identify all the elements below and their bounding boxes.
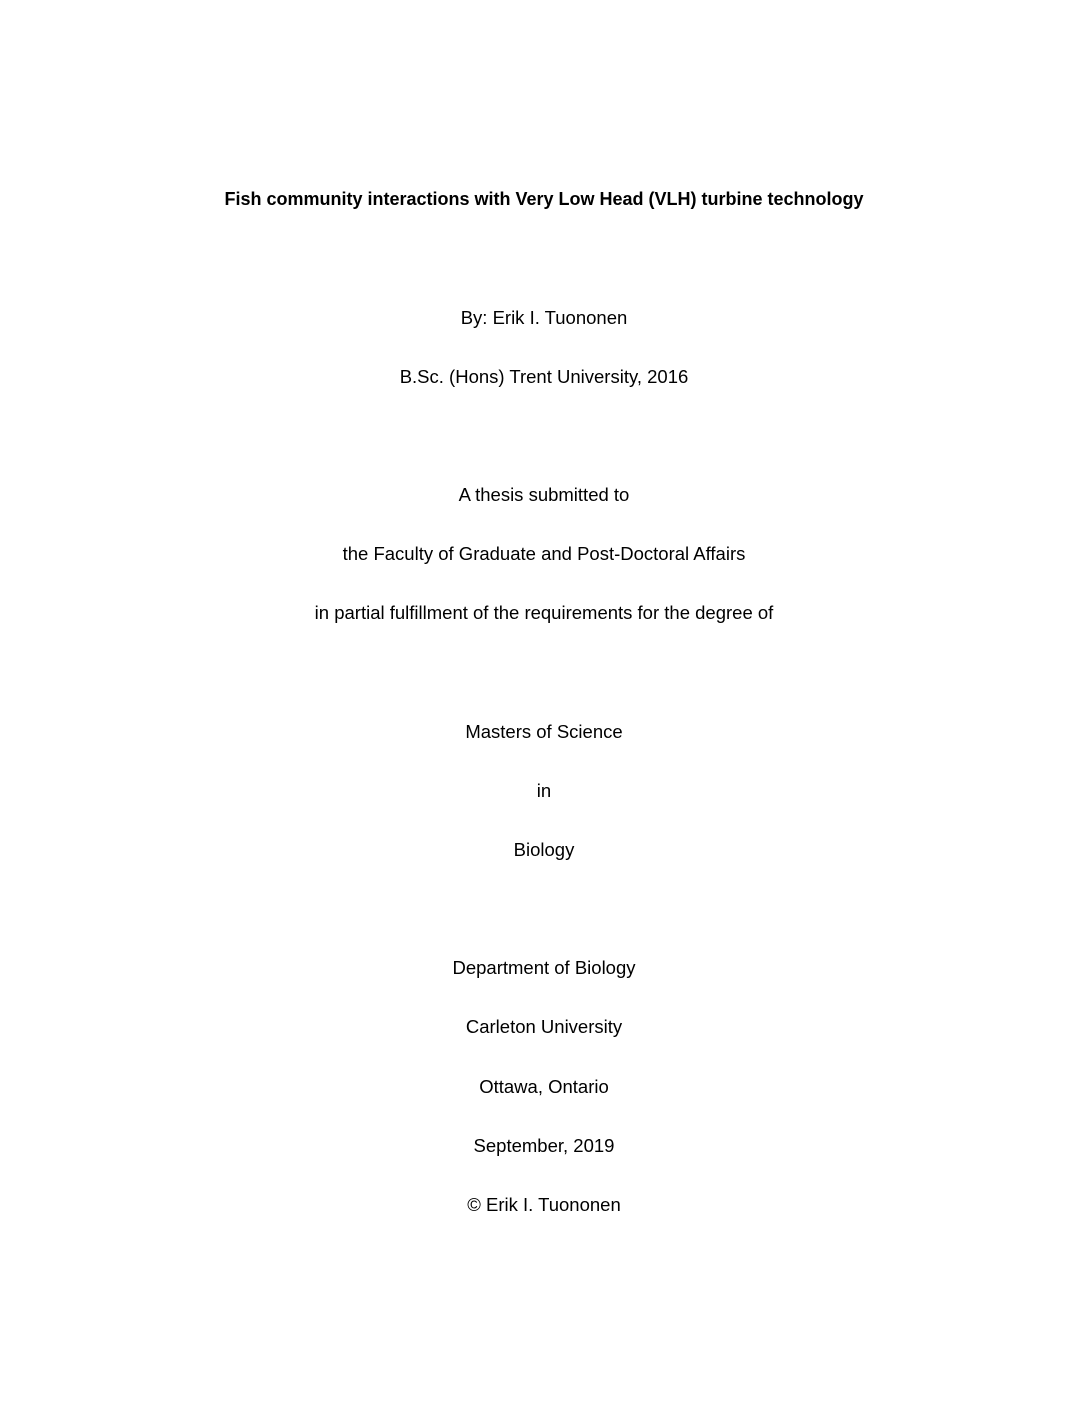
university: Carleton University	[465, 1016, 623, 1037]
degree-connector: in	[536, 780, 552, 801]
department: Department of Biology	[452, 957, 636, 978]
copyright-notice: © Erik I. Tuononen	[467, 1194, 621, 1215]
submission-line-1: A thesis submitted to	[458, 484, 630, 505]
thesis-title: Fish community interactions with Very Low Head (VLH) turbine technology	[224, 189, 864, 209]
location: Ottawa, Ontario	[479, 1076, 609, 1097]
degree-field: Biology	[513, 839, 575, 860]
submission-date: September, 2019	[473, 1135, 615, 1156]
submission-line-2: the Faculty of Graduate and Post-Doctoral Affairs	[342, 543, 746, 564]
submission-line-3: in partial fulfillment of the requirements for the degree of	[314, 602, 774, 623]
prior-degree-line: B.Sc. (Hons) Trent University, 2016	[399, 366, 689, 387]
author-line: By: Erik I. Tuononen	[460, 307, 628, 328]
degree-name: Masters of Science	[465, 721, 623, 742]
